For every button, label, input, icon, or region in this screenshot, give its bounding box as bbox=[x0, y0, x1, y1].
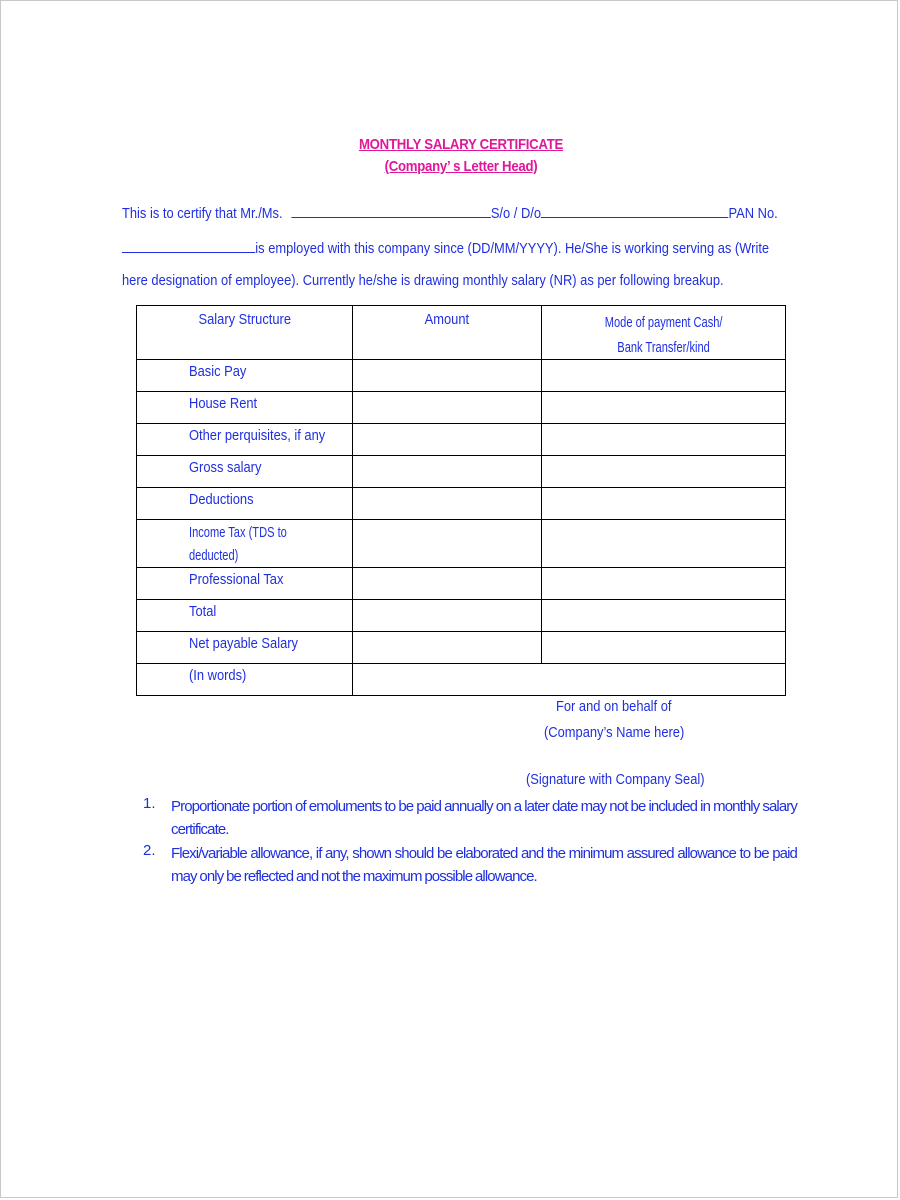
row-label: Deductions bbox=[137, 488, 353, 520]
amount-cell[interactable] bbox=[352, 360, 542, 392]
intro-line-1 bbox=[122, 203, 778, 222]
notes-list bbox=[143, 795, 797, 889]
table-row bbox=[137, 360, 786, 392]
amount-cell[interactable] bbox=[352, 456, 542, 488]
mode-cell[interactable] bbox=[542, 360, 786, 392]
table-row bbox=[137, 632, 786, 664]
document-subtitle: (Company’ s Letter Head) bbox=[384, 158, 538, 175]
header-salary-structure: Salary Structure bbox=[137, 306, 353, 360]
table-row bbox=[137, 664, 786, 696]
intro-employed-text: is employed with this company since (DD/MM/YYYY). He/She is working serving as (Write bbox=[255, 240, 770, 257]
note-text: Proportionate portion of emoluments to be paid annually on a later date may not be included in monthly salary certificate. bbox=[171, 798, 797, 838]
row-label: Basic Pay bbox=[137, 360, 353, 392]
intro-relation-text: S/o / D/o bbox=[490, 205, 542, 222]
salary-table bbox=[136, 305, 786, 696]
note-text: Flexi/variable allowance, if any, shown should be elaborated and the minimum assured allowance to be paid may only be reflected and not the maximum possible allowance. bbox=[171, 845, 797, 885]
amount-cell[interactable] bbox=[352, 488, 542, 520]
row-label: House Rent bbox=[137, 392, 353, 424]
header-amount: Amount bbox=[352, 306, 542, 360]
row-label: Other perquisites, if any bbox=[137, 424, 353, 456]
pan-number-blank[interactable] bbox=[122, 238, 255, 253]
note-number: 2. bbox=[143, 842, 156, 859]
table-row bbox=[137, 392, 786, 424]
amount-cell[interactable] bbox=[352, 424, 542, 456]
intro-line-2 bbox=[122, 238, 769, 257]
name-blank[interactable] bbox=[291, 203, 491, 218]
mode-line-1: Mode of payment Cash/ bbox=[604, 314, 723, 331]
table-row bbox=[137, 424, 786, 456]
table-row bbox=[137, 600, 786, 632]
company-name-text: (Company’s Name here) bbox=[544, 724, 685, 741]
table-header-row bbox=[137, 306, 786, 360]
row-label bbox=[137, 520, 353, 568]
amount-cell[interactable] bbox=[352, 600, 542, 632]
title-block bbox=[1, 134, 900, 178]
amount-cell[interactable] bbox=[352, 520, 542, 568]
mode-cell[interactable] bbox=[542, 568, 786, 600]
table-row bbox=[137, 456, 786, 488]
row-label: (In words) bbox=[137, 664, 353, 696]
signature-seal-text: (Signature with Company Seal) bbox=[526, 771, 705, 788]
intro-certify-text: This is to certify that Mr./Ms. bbox=[122, 205, 283, 222]
table-row bbox=[137, 488, 786, 520]
mode-cell[interactable] bbox=[542, 456, 786, 488]
mode-cell[interactable] bbox=[542, 488, 786, 520]
intro-salary-text: here designation of employee). Currently he/she is drawing monthly salary (NR) as per following breakup. bbox=[122, 272, 724, 289]
row-label-line-1: Income Tax (TDS to bbox=[189, 524, 287, 541]
row-label: Professional Tax bbox=[137, 568, 353, 600]
list-item bbox=[143, 842, 797, 888]
mode-cell[interactable] bbox=[542, 424, 786, 456]
table-row bbox=[137, 568, 786, 600]
note-number: 1. bbox=[143, 795, 156, 812]
amount-cell[interactable] bbox=[352, 632, 542, 664]
header-mode-of-payment bbox=[542, 306, 786, 360]
row-label: Total bbox=[137, 600, 353, 632]
behalf-text: For and on behalf of bbox=[556, 698, 672, 715]
row-label-line-2: deducted) bbox=[189, 547, 239, 564]
intro-pan-text: PAN No. bbox=[728, 205, 778, 222]
parent-name-blank[interactable] bbox=[541, 203, 728, 218]
amount-cell[interactable] bbox=[352, 568, 542, 600]
row-label: Net payable Salary bbox=[137, 632, 353, 664]
amount-in-words-cell[interactable] bbox=[352, 664, 785, 696]
row-label: Gross salary bbox=[137, 456, 353, 488]
table-row bbox=[137, 520, 786, 568]
list-item bbox=[143, 795, 797, 841]
mode-cell[interactable] bbox=[542, 520, 786, 568]
mode-cell[interactable] bbox=[542, 632, 786, 664]
mode-cell[interactable] bbox=[542, 392, 786, 424]
document-title: MONTHLY SALARY CERTIFICATE bbox=[358, 136, 564, 153]
mode-cell[interactable] bbox=[542, 600, 786, 632]
amount-cell[interactable] bbox=[352, 392, 542, 424]
mode-line-2: Bank Transfer/kind bbox=[617, 339, 710, 356]
intro-line-3 bbox=[122, 272, 724, 289]
